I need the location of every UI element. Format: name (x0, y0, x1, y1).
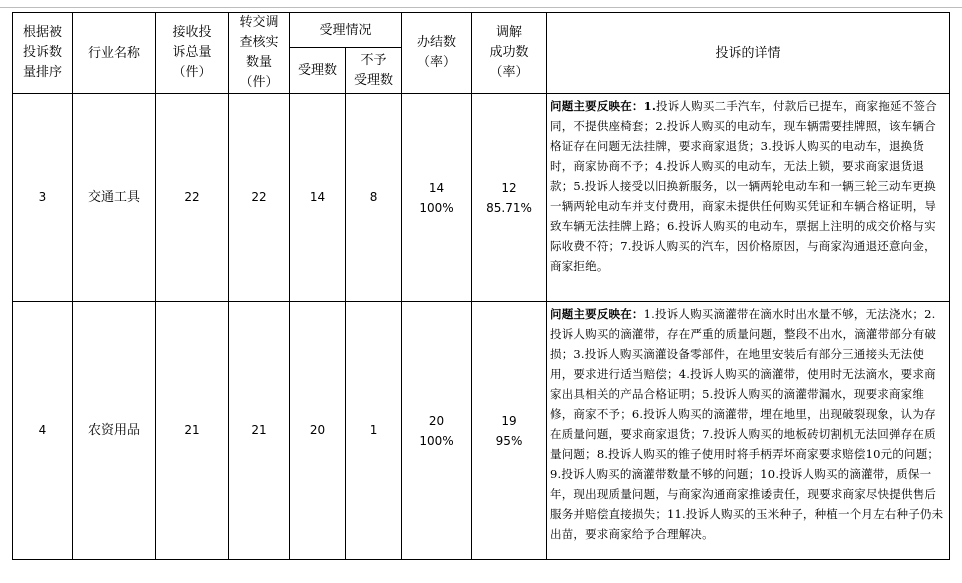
table-row (13, 94, 950, 302)
header-transferred-line: 转交调 (239, 15, 279, 30)
header-transferred-line: 数量 (245, 55, 272, 70)
header-industry: 行业名称 (73, 13, 156, 94)
detail-text: 1.投诉人购买滴灌带在滴水时出水量不够，无法浇水；2.投诉人购买的滴灌带，存在严重的质量问题，整段不出水，滴灌带部分有破损；3.投诉人购买滴灌设备零部件，在地里安装后有部分三通接头无法使用，要求进行适当赔偿；4.投诉人购买的滴灌带，使用时无法滴水，要求商家出具相关的产品合格证明；5.投诉人购买的滴灌带漏水，现要求商家维修，商家不予；6.投诉人购买的滴灌带，埋在地里，出现破裂现象，认为存在质量问题，要求商家退货；7.投诉人购买的地板砖切割机无法回弹存在质量问题；8.投诉人购买的锥子使用时将手柄弄坏商家要求赔偿10元的问题；9.投诉人购买的滴灌带数量不够的问题；10.投诉人购买的滴灌带，质保一年，现出现质量问题，与商家沟通商家推诿责任，现要求商家尽快提供售后服务并赔偿直接损失；11.投诉人购买的玉米种子，种植一个月左右种子仍未出苗，要求商家给予合理解决。 (550, 307, 944, 541)
closed-rate: 100% (419, 200, 454, 215)
header-not-accepted-line: 不予 (360, 52, 387, 68)
header-rank-line: 根据被 (22, 25, 62, 40)
cell-received: 21 (156, 302, 229, 560)
cell-accepted: 20 (290, 302, 346, 560)
header-closed-line: 办结数 (417, 35, 457, 50)
mediated-count: 12 (501, 180, 517, 195)
complaint-table (12, 12, 950, 560)
detail-lead: 问题主要反映在：1. (550, 99, 657, 113)
cell-transferred: 21 (229, 302, 290, 560)
mediated-count: 19 (501, 413, 517, 428)
header-rank-line: 投诉数 (22, 45, 62, 60)
header-not-accepted (346, 48, 402, 94)
closed-count: 14 (428, 180, 445, 195)
header-mediated-line: （率） (489, 65, 529, 80)
header-received-line: （件） (172, 65, 212, 80)
closed-count: 20 (428, 413, 445, 428)
header-closed-line: （率） (417, 55, 457, 70)
header-rank (13, 13, 73, 94)
header-mediated-line: 调解 (496, 25, 523, 40)
header-received-line: 接收投 (172, 25, 212, 40)
cell-mediated (472, 302, 547, 560)
header-transferred (229, 13, 290, 94)
header-not-accepted-line: 受理数 (354, 72, 394, 88)
cell-mediated (472, 94, 547, 302)
cell-not-accepted: 1 (346, 302, 402, 560)
header-transferred-line: 查核实 (239, 35, 279, 50)
mediated-rate: 95% (495, 433, 523, 448)
header-rank-line: 量排序 (22, 65, 62, 80)
cell-received: 22 (156, 94, 229, 302)
header-received (156, 13, 229, 94)
detail-text: 投诉人购买二手汽车，付款后已提车，商家拖延不签合同，不提供座椅套；2.投诉人购买的电动车，现车辆需要挂牌照，该车辆合格证存在问题无法挂牌，要求商家退货；3.投诉人购买的电动车，退换货时，商家协商不予；4.投诉人购买的电动车，无法上锁，要求商家退货退款；5.投诉人接受以旧换新服务，以一辆两轮电动车和一辆三轮三动车更换一辆两轮电动车并支付费用，商家未提供任何购买凭证和车辆合格证明，导致车辆无法挂牌上路；6.投诉人购买的电动车，票据上注明的成交价格与实际收费不符；7.投诉人购买的汽车，因价格原因，与商家沟通退还意向金，商家拒绝。 (550, 99, 937, 273)
cell-rank: 3 (13, 94, 73, 302)
cell-industry: 交通工具 (73, 94, 156, 302)
cell-transferred: 22 (229, 94, 290, 302)
cell-rank: 4 (13, 302, 73, 560)
cell-closed (402, 94, 472, 302)
detail-lead: 问题主要反映在： (550, 307, 644, 321)
cell-industry: 农资用品 (73, 302, 156, 560)
header-details: 投诉的详情 (547, 13, 950, 94)
header-closed (402, 13, 472, 94)
header-row-1 (13, 13, 950, 48)
header-acceptance-group: 受理情况 (290, 13, 402, 48)
cell-not-accepted: 8 (346, 94, 402, 302)
header-transferred-line: （件） (239, 75, 279, 90)
header-accepted: 受理数 (290, 48, 346, 94)
header-received-line: 诉总量 (172, 45, 212, 60)
closed-rate: 100% (419, 433, 454, 448)
header-mediated-line: 成功数 (489, 45, 529, 60)
cell-closed (402, 302, 472, 560)
sheet-top-border (0, 7, 962, 8)
header-mediated (472, 13, 547, 94)
mediated-rate: 85.71% (486, 200, 532, 215)
cell-details (547, 94, 950, 302)
cell-accepted: 14 (290, 94, 346, 302)
table-row (13, 302, 950, 560)
cell-details (547, 302, 950, 560)
